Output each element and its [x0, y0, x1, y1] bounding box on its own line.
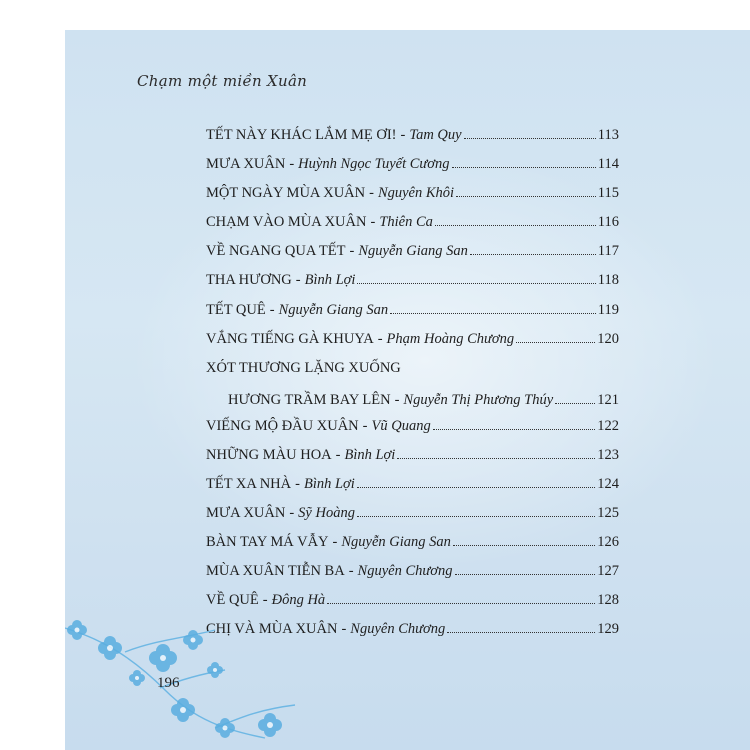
toc-entry-author: Huỳnh Ngọc Tuyết Cương [298, 156, 450, 173]
toc-entry[interactable] [206, 562, 619, 591]
toc-entry-title: MỘT NGÀY MÙA XUÂN [206, 185, 366, 202]
toc-entry-page: 118 [597, 272, 619, 289]
toc-entry-page: 113 [597, 127, 619, 143]
toc-dash: - [269, 301, 275, 318]
toc-entry[interactable] [206, 417, 619, 446]
dot-leader [456, 195, 596, 197]
toc-entry-author: Bình Lợi [303, 475, 355, 492]
toc-entry-title: MÙA XUÂN TIỄN BA [206, 563, 345, 580]
toc-entry[interactable] [206, 359, 619, 417]
toc-entry-page: 123 [597, 446, 619, 463]
toc-entry-author: Tam Quy [409, 127, 462, 143]
toc-entry-title: NHỮNG MÀU HOA [206, 446, 332, 463]
page-number: 196 [157, 675, 180, 691]
toc-entry-page: 128 [597, 592, 619, 609]
toc-entry[interactable] [206, 242, 619, 271]
dot-leader [453, 544, 595, 546]
dot-leader [357, 486, 595, 488]
toc-entry-author: Vũ Quang [371, 417, 431, 434]
toc-entry-author: Bình Lợi [344, 446, 396, 463]
dot-leader [470, 253, 596, 255]
toc-dash: - [362, 417, 368, 434]
book-page [65, 30, 750, 750]
toc-dash: - [262, 592, 268, 609]
toc-entry-author: Nguyên Chương [350, 621, 446, 638]
toc-entry-title: TẾT QUÊ [206, 301, 266, 318]
toc-entry-author: Nguyễn Giang San [358, 243, 468, 260]
toc-dash: - [332, 534, 338, 551]
toc-entry[interactable] [206, 533, 619, 562]
toc-dash: - [348, 563, 354, 580]
toc-entry-title: CHẠM VÀO MÙA XUÂN [206, 214, 367, 231]
toc-entry-page: 115 [597, 185, 619, 202]
toc-entry-author: Phạm Hoàng Chương [386, 330, 515, 347]
dot-leader [464, 137, 596, 139]
toc-entry-author: Đông Hà [271, 592, 326, 609]
toc-entry-title: CHỊ VÀ MÙA XUÂN [206, 621, 338, 638]
dot-leader [397, 457, 595, 459]
running-head: Chạm một miền Xuân [137, 72, 308, 90]
toc-entry[interactable] [206, 475, 619, 504]
toc-entry-author: Thiên Ca [379, 214, 433, 231]
toc-entry[interactable] [206, 184, 619, 213]
toc-entry-title: TẾT NÀY KHÁC LẮM MẸ ƠI! [206, 127, 397, 143]
dot-leader [455, 573, 596, 575]
toc-entry-title: MƯA XUÂN [206, 156, 286, 173]
toc-entry-title: VIẾNG MỘ ĐẦU XUÂN [206, 417, 359, 434]
toc-entry-page: 121 [597, 392, 619, 409]
toc-dash: - [369, 185, 374, 202]
table-of-contents [206, 126, 619, 650]
toc-entry[interactable] [206, 330, 619, 359]
toc-entry[interactable] [206, 301, 619, 330]
toc-entry-page: 124 [597, 475, 619, 492]
toc-dash: - [289, 505, 295, 522]
toc-dash: - [349, 243, 355, 260]
toc-entry-page: 127 [597, 563, 619, 580]
toc-dash: - [400, 127, 406, 143]
dot-leader [452, 166, 596, 168]
toc-entry-title-line2: HƯƠNG TRẦM BAY LÊN [228, 392, 391, 409]
dot-leader [435, 224, 596, 226]
dot-leader [357, 282, 595, 284]
toc-entry-title: XÓT THƯƠNG LẶNG XUỐNG [206, 359, 401, 376]
toc-entry[interactable] [206, 213, 619, 242]
toc-entry-title: VỀ QUÊ [206, 592, 259, 609]
toc-entry[interactable] [206, 504, 619, 533]
toc-entry-page: 120 [597, 330, 619, 347]
toc-entry-page: 122 [597, 417, 619, 434]
toc-entry-page: 126 [597, 534, 619, 551]
dot-leader [555, 402, 595, 404]
toc-entry-author: Nguyên Chương [357, 563, 453, 580]
toc-entry-second-line [206, 391, 619, 409]
toc-entry-author: Nguyễn Giang San [341, 534, 451, 551]
toc-entry[interactable] [206, 271, 619, 300]
toc-entry-page: 125 [597, 505, 619, 522]
toc-entry-title: VỀ NGANG QUA TẾT [206, 243, 346, 260]
toc-entry-title: BÀN TAY MÁ VẪY [206, 534, 329, 551]
toc-entry-page: 117 [597, 243, 619, 260]
toc-entry-page: 116 [597, 214, 619, 231]
toc-entry-title: MƯA XUÂN [206, 505, 286, 522]
toc-entry-page: 119 [597, 301, 619, 318]
toc-entry[interactable] [206, 446, 619, 475]
dot-leader [390, 312, 596, 314]
dot-leader [357, 515, 595, 517]
toc-entry-author: Nguyên Khôi [377, 185, 455, 202]
toc-dash: - [295, 475, 300, 492]
toc-entry[interactable] [206, 126, 619, 155]
toc-entry-title: THA HƯƠNG [206, 272, 292, 289]
toc-entry[interactable] [206, 155, 619, 184]
toc-entry-title: TẾT XA NHÀ [206, 475, 292, 492]
toc-dash: - [370, 214, 376, 231]
toc-entry-author: Sỹ Hoàng [298, 505, 355, 522]
dot-leader [433, 428, 596, 430]
dot-leader [327, 602, 595, 604]
dot-leader [447, 631, 595, 633]
dot-leader [516, 341, 595, 343]
toc-dash: - [295, 272, 301, 289]
toc-entry-page: 129 [597, 621, 619, 638]
toc-dash: - [335, 446, 341, 463]
toc-dash: - [341, 621, 347, 638]
toc-entry-title: VẮNG TIẾNG GÀ KHUYA [206, 330, 374, 347]
toc-entry-page: 114 [597, 156, 619, 173]
toc-entry-author: Bình Lợi [304, 272, 356, 289]
toc-dash: - [377, 330, 383, 347]
blossom-branch-icon [65, 610, 325, 750]
toc-dash: - [394, 392, 400, 409]
toc-entry-author: Nguyễn Thị Phương Thúy [403, 392, 554, 409]
toc-dash: - [289, 156, 295, 173]
toc-entry-author: Nguyễn Giang San [278, 301, 389, 318]
